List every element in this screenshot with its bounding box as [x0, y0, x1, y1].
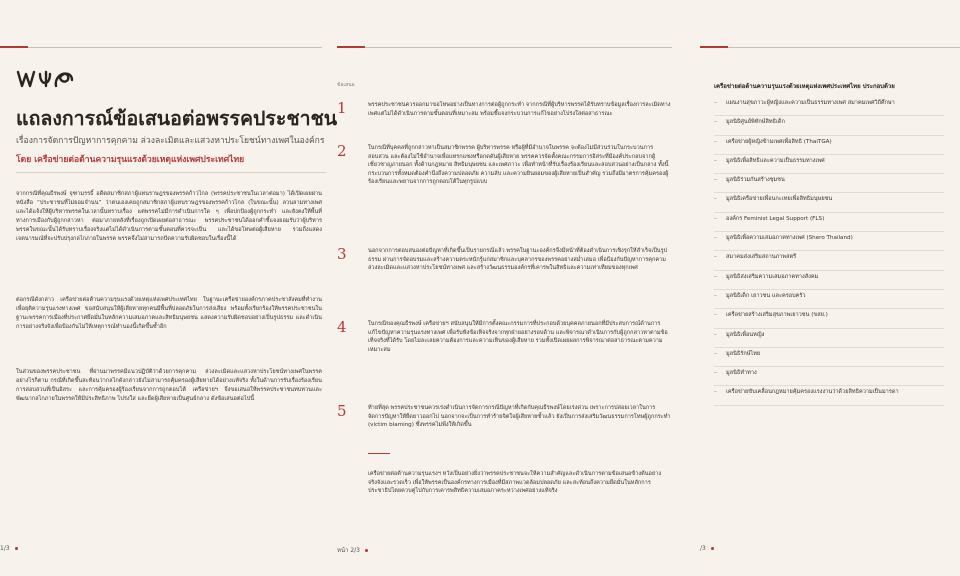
intro-paragraph-3: ในส่วนของพรรคประชาชน ที่ผ่านมาพรรคมีแนวปฏิบัติว่าด้วยการคุกคาม ล่วงละเมิดและแสวงหาประโยชน์ทางเพศในพรรค อย่างไรก็ตาม กรณีที่เกิดขึ้นสะท้อนว่ากลไกดังกล่าวยังไม่สามารถคุ้มครองผู้เสียหายได้อย่างแท้จริง ทั้งในด้านการรับเรื่องร้องเรียน การสอบสวนที่เป็นอิสระ และการคุ้มครองผู้ร้องเรียนจากการถูกตอบโต้ เครือข่ายฯ จึงขอเสนอให้พรรคประชาชนทบทวนและพัฒนากลไกภายในพรรคให้มีประสิทธิภาพ โปร่งใส และยึดผู้เสียหายเป็นศูนย์กลาง ดังข้อเสนอต่อไปนี้ — [16, 369, 322, 402]
network-member-name: มูลนิธิเพื่อความเสมอภาคทางเพศ (Shero Thailand) — [726, 235, 853, 242]
proposal-text-3: นอกจากการตอบสนองต่อปัญหาที่เกิดขึ้นเป็นรายกรณีแล้ว พรรคในฐานะองค์กรจึงมีหน้าที่ต้องดำเนินการเชิงรุกให้สำเร็จเป็นรูปธรรม ผ่านการจัดอบรมและสร้างความตระหนักรู้แก่สมาชิกและบุคลากรของพรรคอย่างสม่ำเสมอ เพื่อป้องกันปัญหาการคุกคาม ล่วงละเมิดและแสวงหาประโยชน์ทางเพศ และสร้างวัฒนธรรมองค์กรที่เคารพในสิทธิและความเท่าเทียมของทุกเพศ — [368, 248, 668, 272]
network-member-name: มูลนิธิร่วมกันสร้างชุมชน — [726, 177, 785, 184]
network-member-item — [714, 290, 944, 309]
network-member-item — [714, 174, 944, 193]
network-members-title: เครือข่ายต่อต้านความรุนแรงด้วยเหตุแห่งเพศประเทศไทย ประกอบด้วย — [714, 83, 895, 90]
network-member-item — [714, 213, 944, 232]
network-member-item — [714, 251, 944, 270]
network-member-item — [714, 232, 944, 251]
network-member-name: มูลนิธิเด็ก เยาวชน และครอบครัว — [726, 292, 806, 299]
proposal-text-4: ในกรณีของคุณธีรพงษ์ เครือข่ายฯ สนับสนุนให้มีการตั้งคณะกรรมการที่ประกอบด้วยบุคคลภายนอกที่มีประสบการณ์ด้านการแก้ไขปัญหาความรุนแรงทางเพศ เพื่อรับฟังข้อเท็จจริงจากทุกฝ่ายอย่างรอบด้าน และพิจารณาดำเนินการกับผู้ถูกกล่าวหาตามข้อเท็จจริงที่ได้รับ โดยไม่ละเลยความต้องการและความเห็นของผู้เสียหาย รวมทั้งเปิดเผยผลการพิจารณาต่อสาธารณะตามความเหมาะสม — [368, 321, 668, 353]
network-member-name: มูลนิธิรักษ์ไทย — [726, 350, 761, 357]
closing-paragraph: เครือข่ายต่อต้านความรุนแรงฯ หวังเป็นอย่างยิ่งว่าพรรคประชาชนจะให้ความสำคัญและดำเนินการตามข้อเสนอข้างต้นอย่างจริงจังและรวดเร็ว เพื่อให้พรรคเป็นองค์กรทางการเมืองที่มีสภาพแวดล้อมปลอดภัย และสะท้อนถึงความยึดมั่นในหลักการประชาธิปไตยควบคู่ไปกับการเคารพสิทธิความเสมอภาคระหว่างเพศอย่างแท้จริง — [368, 471, 662, 495]
dash-bullet-icon: – — [714, 138, 717, 145]
intro-paragraph-1: จากกรณีที่คุณธีรพงษ์ จุฑามรรธิ์ อดีตสมาชิกสภาผู้แทนราษฎรของพรรคก้าวไกล (พรรคประชาชนในเวลาต่อมา) ได้เปิดเผยผ่านหนังสือ “ประชาชนที่ไม่ยอมจำนน” ว่าตนเองเคยถูกสมาชิกสภาผู้แทนราษฎรของพรรคก้าวไกล (ในขณะนั้น) ลวนลามทางเพศ และได้แจ้งให้ผู้บริหารพรรคในเวลานั้นทราบเรื่อง แต่พรรคไม่มีการดำเนินการใด ๆ เพื่อปกป้องผู้ถูกกระทำ และยังคงให้พื้นที่ทางการเมืองกับผู้ถูกกล่าวหา ต่อมาภายหลังที่เรื่องถูกเปิดเผยต่อสาธารณะ พรรคประชาชนได้ออกคำชี้แจงยอมรับว่าผู้บริหารพรรคในขณะนั้นได้รับทราบเรื่องจริงแต่ไม่ได้ดำเนินการตามขั้นตอนที่ควรจะเป็น และได้ขอโทษต่อผู้เสียหาย รวมถึงแสดงเจตนารมณ์ที่จะปรับปรุงกลไกภายในพรรค พรรคจึงไม่สามารถปัดความรับผิดชอบในเรื่องนี้ได้ — [16, 191, 322, 242]
network-member-item — [714, 193, 944, 212]
network-member-item — [714, 367, 944, 386]
top-rule-left — [0, 47, 322, 48]
proposal-number-2: 2 — [337, 142, 347, 160]
network-member-item — [714, 329, 944, 348]
proposal-text-1: พรรคประชาชนควรออกมาขอโทษอย่างเป็นทางการต่อผู้ถูกกระทำ จากกรณีที่ผู้บริหารพรรคได้รับทราบข้อมูลเรื่องการละเมิดทางเพศแต่ไม่ได้ดำเนินการตามขั้นตอนที่เหมาะสม พร้อมชี้แจงกระบวนการแก้ไขอย่างโปร่งใสต่อสาธารณะ — [368, 102, 671, 117]
dash-bullet-icon: – — [714, 157, 717, 164]
proposal-number-5: 5 — [337, 402, 347, 420]
dash-bullet-icon: – — [714, 331, 717, 338]
network-members-list — [714, 97, 944, 406]
network-member-name: มูลนิธิเครือข่ายเพื่อนกะเทยเพื่อสิทธิมนุษยชน — [726, 196, 833, 203]
byline-divider — [16, 172, 326, 173]
network-member-name: มูลนิธิทำทาง — [726, 370, 757, 377]
page-number-middle: หน้า 2/3 — [337, 545, 368, 555]
dash-bullet-icon: – — [714, 389, 717, 396]
dash-bullet-icon: – — [714, 119, 717, 126]
network-member-name: องค์กร Feminist Legal Support (FLS) — [726, 215, 825, 222]
page-number-right: /3 — [700, 545, 714, 552]
page-number-left: 1/3 — [0, 545, 18, 552]
network-member-name: แผนงานสุขภาวะผู้หญิงและความเป็นธรรมทางเพศ สมาคมเพศวิถีศึกษา — [726, 100, 895, 106]
network-member-item — [714, 116, 944, 135]
network-member-name: เครือข่ายผู้หญิงข้ามเพศเพื่อสิทธิ (ThaiTGA) — [726, 138, 832, 145]
top-rule-right — [700, 47, 960, 48]
dash-bullet-icon: – — [714, 292, 717, 299]
dash-bullet-icon: – — [714, 273, 717, 280]
network-member-name: สมาคมส่งเสริมสถานภาพสตรี — [726, 254, 797, 261]
network-member-name: มูลนิธิส่งเสริมความเสมอภาคทางสังคม — [726, 273, 819, 280]
top-rule-middle — [337, 47, 672, 48]
network-member-item — [714, 155, 944, 174]
network-member-name: มูลนิธิเพื่อสิทธิและความเป็นธรรมทางเพศ — [726, 157, 825, 164]
intro-paragraph-2: ต่อกรณีดังกล่าว เครือข่ายต่อต้านความรุนแรงด้วยเหตุแห่งเพศประเทศไทย ในฐานะเครือข่ายองค์กรภาคประชาสังคมที่ทำงานเพื่อยุติความรุนแรงทางเพศ ขอสนับสนุนให้ผู้เสียหายทุกคนมีพื้นที่ปลอดภัยในการส่งเสียง พร้อมทั้งเรียกร้องให้พรรคประชาชนในฐานะพรรคการเมืองที่ประกาศยึดมั่นในหลักความเสมอภาคและสิทธิมนุษยชน แสดงความรับผิดชอบอย่างเป็นรูปธรรม และดำเนินการอย่างจริงจังเพื่อป้องกันไม่ให้เหตุการณ์ทำนองนี้เกิดขึ้นซ้ำอีก — [16, 297, 322, 330]
dash-bullet-icon: – — [714, 196, 717, 203]
dash-bullet-icon: – — [714, 312, 717, 319]
network-member-name: มูลนิธิเพื่อนหญิง — [726, 331, 765, 338]
proposal-text-2: ในกรณีที่บุคคลที่ถูกกล่าวหาเป็นสมาชิกพรรค ผู้บริหารพรรค หรือผู้ที่มีอำนาจในพรรค จะต้องไม่มีส่วนร่วมในกระบวนการสอบสวน และต้องไม่ใช้อำนาจเพื่อแทรกแซงหรือกดดันผู้เสียหาย พรรคควรจัดตั้งคณะกรรมการอิสระที่มีองค์ประกอบจากผู้เชี่ยวชาญภายนอก ทั้งด้านกฎหมาย สิทธิมนุษยชน และเพศภาวะ เพื่อทำหน้าที่รับเรื่องร้องเรียนและสอบสวนอย่างเป็นกลาง ทั้งนี้ กระบวนการทั้งหมดต้องคำนึงถึงความปลอดภัย ความลับ และความยินยอมของผู้เสียหายเป็นสำคัญ รวมถึงมีมาตรการคุ้มครองผู้ร้องเรียนและพยานจากการถูกตอบโต้ในทุกรูปแบบ — [368, 145, 669, 186]
network-member-item — [714, 309, 944, 328]
network-member-item — [714, 136, 944, 155]
proposal-text-5: ท้ายที่สุด พรรคประชาชนควรเร่งดำเนินการจัดการกรณีปัญหาที่เกิดกับคุณธีรพงษ์โดยเร่งด่วน เพราะการปล่อยเวลาในการจัดการปัญหาให้ยืดยาวออกไป นอกจากจะเป็นการทำร้ายจิตใจผู้เสียหายซ้ำแล้ว ยังเป็นการส่งเสริมวัฒนธรรมการโทษผู้ถูกกระทำ (victim blaming) ซึ่งพรรคไม่พึงให้เกิดขึ้น — [368, 405, 671, 429]
byline: โดย เครือข่ายต่อต้านความรุนแรงด้วยเหตุแห่งเพศประเทศไทย — [16, 155, 245, 165]
dash-bullet-icon: – — [714, 100, 717, 106]
network-member-item — [714, 97, 944, 116]
page-title: แถลงการณ์ข้อเสนอต่อพรรคประชาชน — [16, 107, 338, 130]
dash-bullet-icon: – — [714, 177, 717, 184]
proposal-number-3: 3 — [337, 245, 347, 263]
network-member-item — [714, 348, 944, 367]
proposal-number-4: 4 — [337, 318, 347, 336]
network-member-item — [714, 386, 944, 405]
brand-logo-icon — [16, 66, 76, 92]
network-member-name: เครือข่ายสร้างเสริมสุขภาพเยาวชน (ขสย.) — [726, 312, 828, 319]
closing-divider — [368, 453, 390, 454]
dash-bullet-icon: – — [714, 370, 717, 377]
dash-bullet-icon: – — [714, 350, 717, 357]
proposal-number-1: 1 — [337, 99, 347, 117]
section-label: ข้อเสนอ — [337, 82, 355, 88]
network-member-name: เครือข่ายขับเคลื่อนกฎหมายคุ้มครองแรงงานว่าด้วยสิทธิความเป็นมารดา — [726, 389, 899, 396]
dash-bullet-icon: – — [714, 215, 717, 222]
dash-bullet-icon: – — [714, 254, 717, 261]
dash-bullet-icon: – — [714, 235, 717, 242]
page-subtitle: เรื่องการจัดการปัญหาการคุกคาม ล่วงละเมิดและแสวงหาประโยชน์ทางเพศในองค์กร — [16, 136, 325, 146]
network-member-name: มูลนิธิศูนย์พิทักษ์สิทธิเด็ก — [726, 119, 785, 126]
network-member-item — [714, 271, 944, 290]
